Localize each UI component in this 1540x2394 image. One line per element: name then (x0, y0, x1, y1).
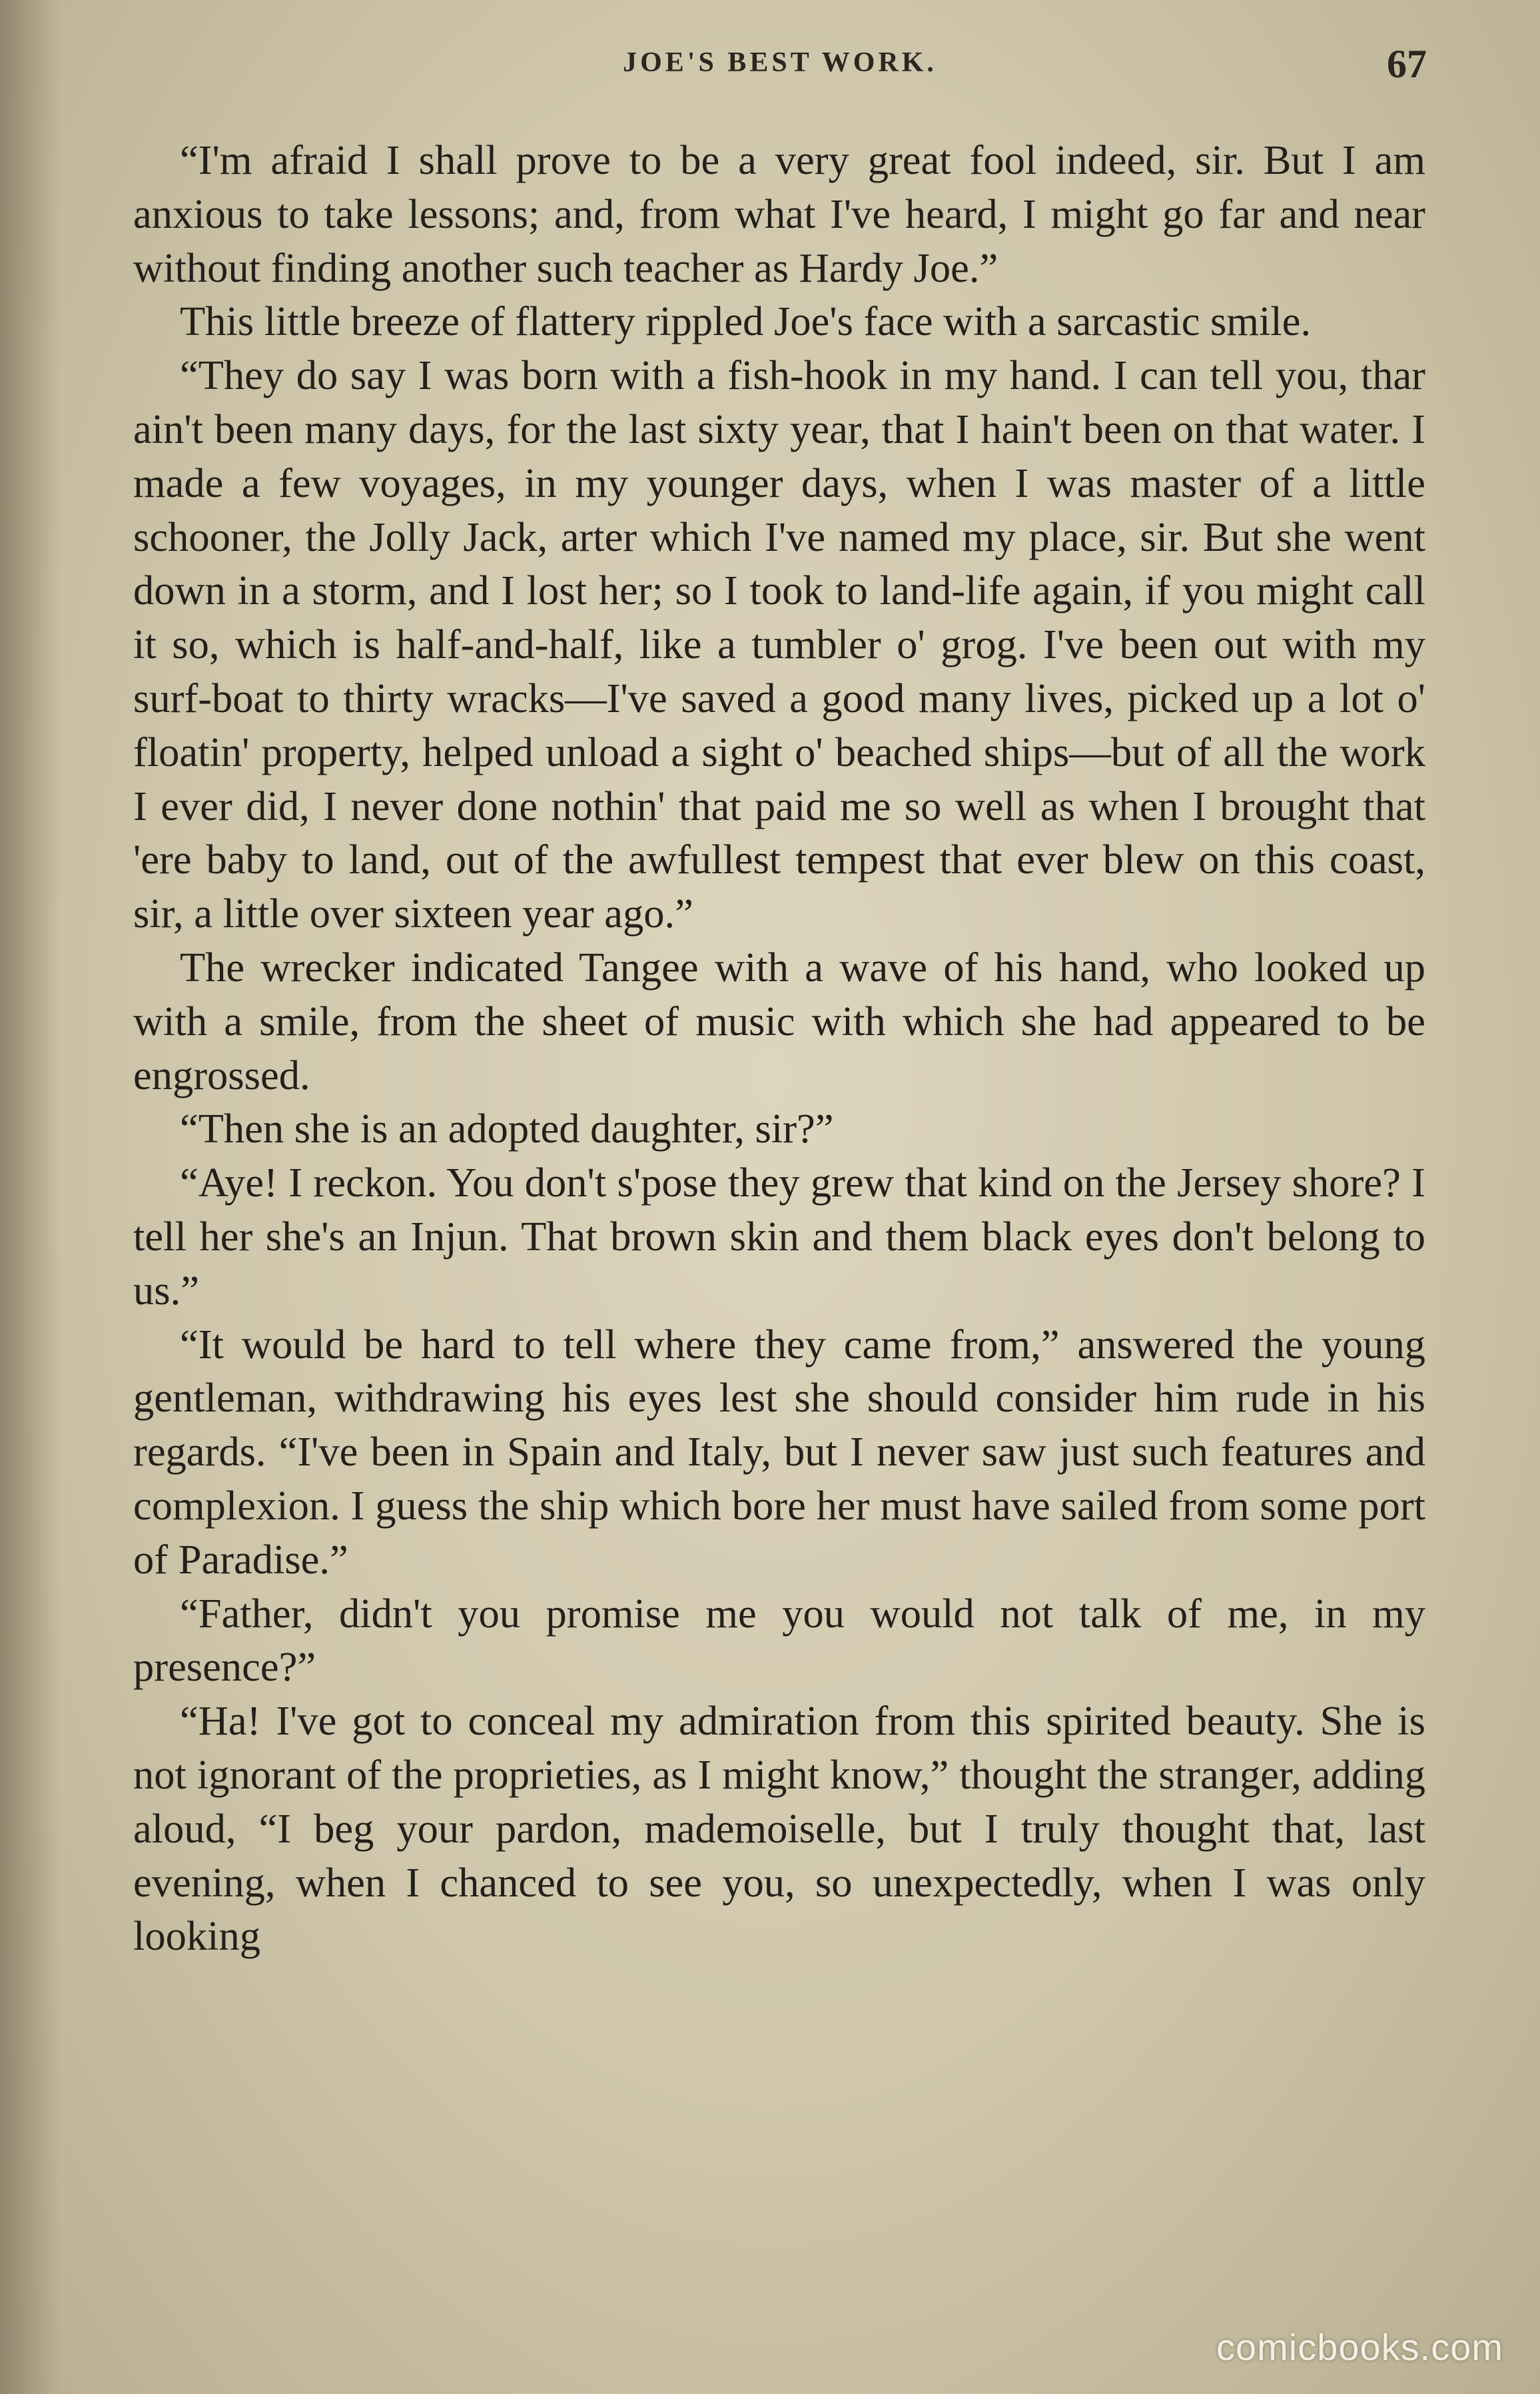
page-number: 67 (1387, 42, 1427, 86)
watermark: comicbooks.com (1216, 2326, 1503, 2368)
paragraph: “They do say I was born with a fish-hook in my hand. I can tell you, thar ain't been many days, for the last sixty year, that I hain't been on that water. I made a few voyages, in my younger days, when I was master of a little schooner, the Jolly Jack, arter which I've named my place, sir. But she went down in a storm, and I lost her; so I took to land-life again, if you might call it so, which is half-and-half, like a tumbler o' grog. I've been out with my surf-boat to thirty wracks—I've saved a good many lives, picked up a lot o' floatin' property, helped unload a sight o' beached ships—but of all the work I ever did, I never done nothin' that paid me so well as when I brought that 'ere baby to land, out of the awfullest tempest that ever blew on this coast, sir, a little over sixteen year ago.” (133, 352, 1425, 937)
paragraph: “Aye! I reckon. You don't s'pose they grew that kind on the Jersey shore? I tell her she's an Injun. That brown skin and them black eyes don't belong to us.” (133, 1159, 1425, 1314)
page-header (133, 42, 1427, 113)
running-head: JOE'S BEST WORK. (623, 47, 937, 78)
page-edge-shadow (0, 0, 60, 2394)
paragraph: “Then she is an adopted daughter, sir?” (180, 1105, 834, 1152)
paragraph: The wrecker indicated Tangee with a wave of his hand, who looked up with a smile, from the sheet of music with which she had appeared to be engrossed. (133, 943, 1425, 1098)
body-text (133, 133, 1425, 1963)
paragraph: “Ha! I've got to conceal my admiration from this spirited beauty. She is not ignorant of the proprieties, as I might know,” thought the stranger, adding aloud, “I beg your pardon, mademoiselle, but I truly thought that, last evening, when I chanced to see you, so unexpectedly, when I was only looking (133, 1697, 1425, 1960)
paragraph: “Father, didn't you promise me you would not talk of me, in my presence?” (133, 1589, 1425, 1691)
paragraph: “I'm afraid I shall prove to be a very great fool indeed, sir. But I am anxious to take lessons; and, from what I've heard, I might go far and near without finding another such teacher as Hardy Joe.” (133, 137, 1425, 291)
paragraph: This little breeze of flattery rippled Joe's face with a sarcastic smile. (180, 298, 1312, 345)
paragraph: “It would be hard to tell where they came from,” answered the young gentleman, withdrawing his eyes lest she should consider him rude in his regards. “I've been in Spain and Italy, but I never saw just such features and complexion. I guess the ship which bore her must have sailed from some port of Paradise.” (133, 1320, 1425, 1583)
